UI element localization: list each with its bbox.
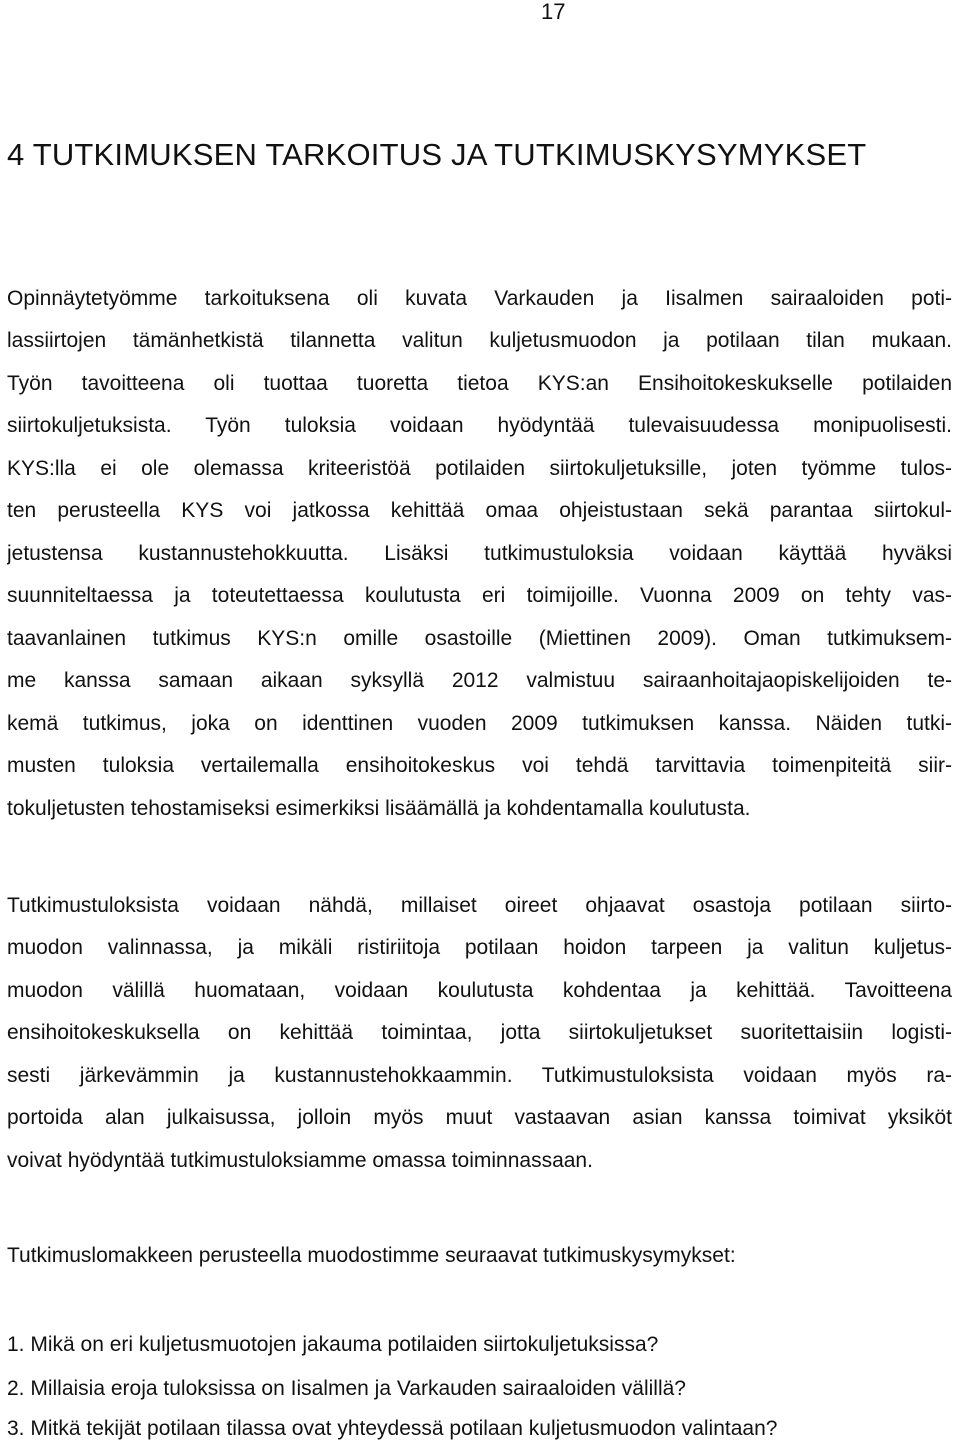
text-line: siirtokuljetuksista. Työn tuloksia voidaan hyödyntää tulevaisuudessa monipuolisesti. [7,414,952,437]
text-line: ten perusteella KYS voi jatkossa kehittää omaa ohjeistustaan sekä parantaa siirtokul- [7,499,952,522]
text-line: Tutkimustuloksista voidaan nähdä, millaiset oireet ohjaavat osastoja potilaan siirto- [7,894,952,917]
questions-intro: Tutkimuslomakkeen perusteella muodostimme seuraavat tutkimuskysymykset: [7,1244,736,1267]
chapter-heading: 4 TUTKIMUKSEN TARKOITUS JA TUTKIMUSKYSYMYKSET [7,137,867,172]
text-line: Opinnäytetyömme tarkoituksena oli kuvata Varkauden ja Iisalmen sairaaloiden poti- [7,287,952,310]
text-line: kemä tutkimus, joka on identtinen vuoden 2009 tutkimuksen kanssa. Näiden tutki- [7,712,952,735]
text-line: portoida alan julkaisussa, jolloin myös muut vastaavan asian kanssa toimivat yksiköt [7,1106,952,1129]
research-question: 2. Millaisia eroja tuloksissa on Iisalmen ja Varkauden sairaaloiden välillä? [7,1377,686,1400]
research-question: 3. Mitkä tekijät potilaan tilassa ovat yhteydessä potilaan kuljetusmuodon valintaan? [7,1417,778,1440]
text-line: lassiirtojen tämänhetkistä tilannetta valitun kuljetusmuodon ja potilaan tilan mukaan. [7,329,952,352]
text-line: suunniteltaessa ja toteutettaessa koulutusta eri toimijoille. Vuonna 2009 on tehty vas- [7,584,952,607]
text-line: ensihoitokeskuksella on kehittää toimintaa, jotta siirtokuljetukset suoritettaisiin logisti- [7,1021,952,1044]
text-line: KYS:lla ei ole olemassa kriteeristöä potilaiden siirtokuljetuksille, joten työmme tulos- [7,457,952,480]
text-line: muodon välillä huomataan, voidaan koulutusta kohdentaa ja kehittää. Tavoitteena [7,979,952,1002]
text-line: sesti järkevämmin ja kustannustehokkaammin. Tutkimustuloksista voidaan myös ra- [7,1064,952,1087]
research-question: 1. Mikä on eri kuljetusmuotojen jakauma potilaiden siirtokuljetuksissa? [7,1333,659,1356]
page-number: 17 [541,0,566,24]
text-line: taavanlainen tutkimus KYS:n omille osastoille (Miettinen 2009). Oman tutkimuksem- [7,627,952,650]
text-line: tokuljetusten tehostamiseksi esimerkiksi lisäämällä ja kohdentamalla koulutusta. [7,797,751,820]
text-line: jetustensa kustannustehokkuutta. Lisäksi tutkimustuloksia voidaan käyttää hyväksi [7,542,952,565]
text-line: me kanssa samaan aikaan syksyllä 2012 valmistuu sairaanhoitajaopiskelijoiden te- [7,669,952,692]
text-line: Työn tavoitteena oli tuottaa tuoretta tietoa KYS:an Ensihoitokeskukselle potilaiden [7,372,952,395]
text-line: voivat hyödyntää tutkimustuloksiamme omassa toiminnassaan. [7,1149,593,1172]
text-line: musten tuloksia vertailemalla ensihoitokeskus voi tehdä tarvittavia toimenpiteitä siir- [7,754,952,777]
text-line: muodon valinnassa, ja mikäli ristiriitoja potilaan hoidon tarpeen ja valitun kuljetus- [7,936,952,959]
